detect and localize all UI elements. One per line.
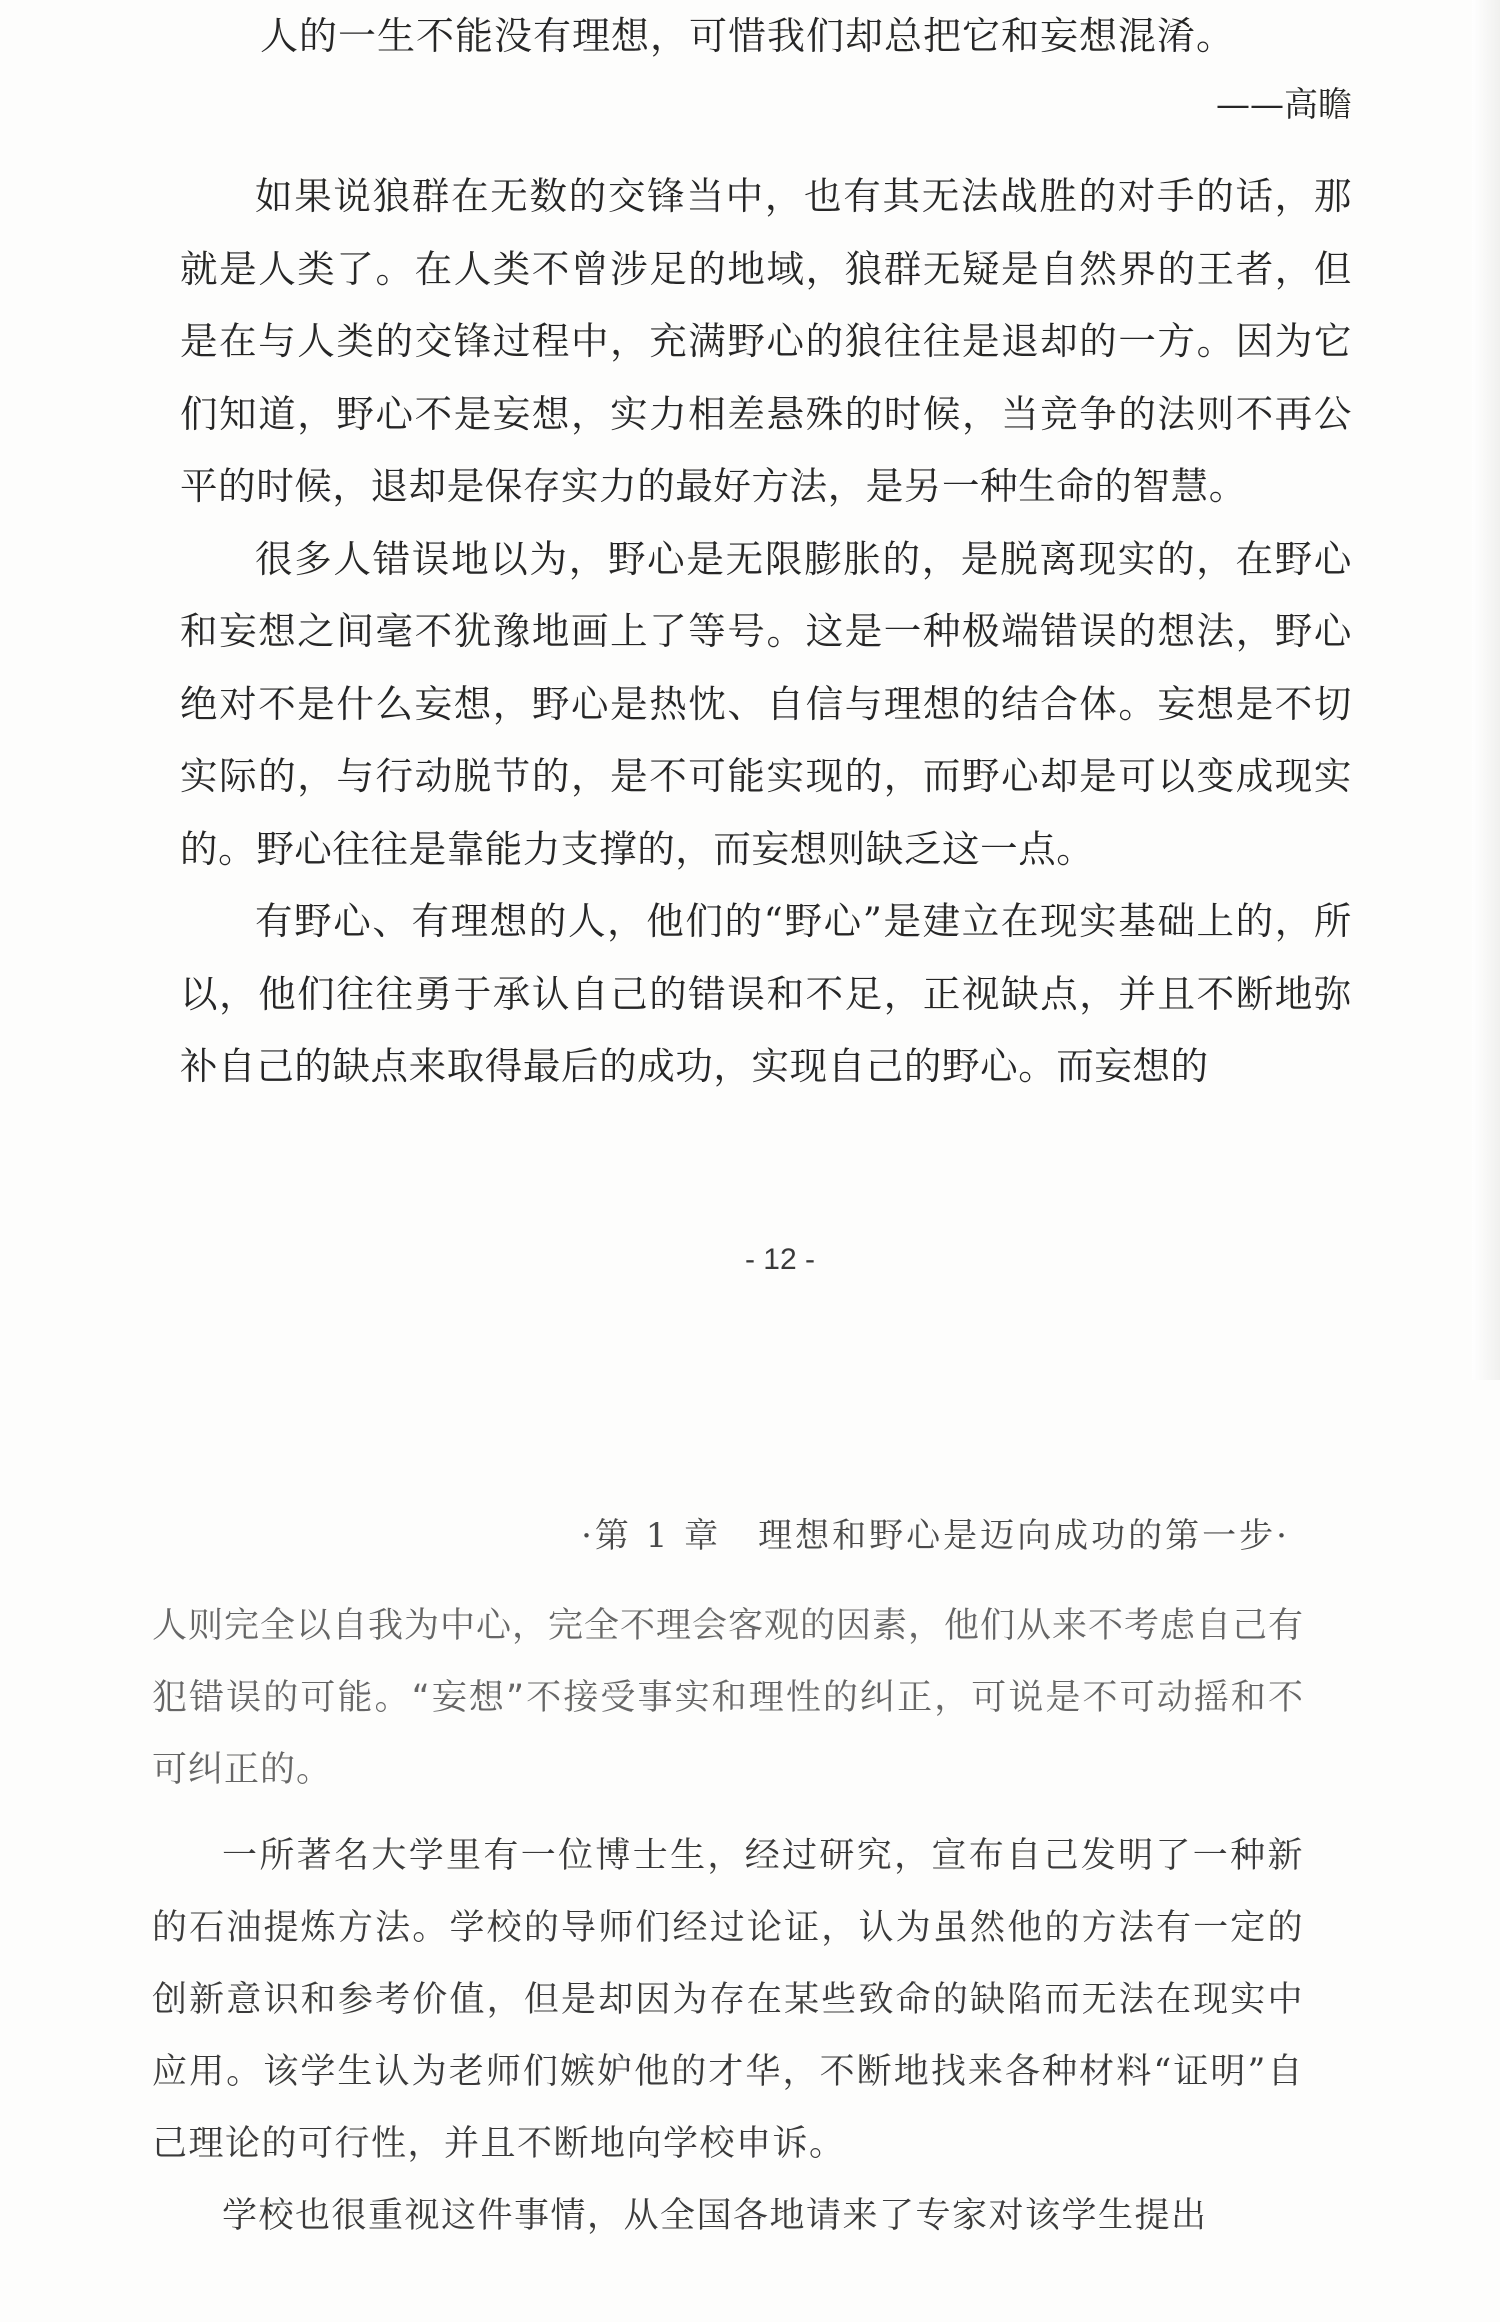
continuation-block: [152, 1590, 1304, 1806]
paragraph: 如果说狼群在无数的交锋当中，也有其无法战胜的对手的话，那就是人类了。在人类不曾涉足的地域，狼群无疑是自然界的王者，但是在与人类的交锋过程中，充满野心的狼往往是退却的一方。因为它们知道，野心不是妄想，实力相差悬殊的时候，当竞争的法则不再公平的时候，退却是保存实力的最好方法，是另一种生命的智慧。: [180, 174, 1352, 508]
page-body: [180, 160, 1352, 1103]
book-page-13: [0, 1300, 1500, 2322]
story-paragraph: 学校也很重视这件事情，从全国各地请来了专家对该学生提出: [222, 2196, 1208, 2236]
story-paragraph: 一所著名大学里有一位博士生，经过研究，宣布自己发明了一种新的石油提炼方法。学校的导师们经过论证，认为虽然他的方法有一定的创新意识和参考价值，但是却因为存在某些致命的缺陷而无法在现实中应用。该学生认为老师们嫉妒他的才华，不断地找来各种材料“证明”自己理论的可行性，并且不断地向学校申诉。: [152, 1836, 1304, 2164]
paragraph: 很多人错误地以为，野心是无限膨胀的，是脱离现实的，在野心和妄想之间毫不犹豫地画上了等号。这是一种极端错误的想法，野心绝对不是什么妄想，野心是热忱、自信与理想的结合体。妄想是不切实际的，与行动脱节的，是不可能实现的，而野心却是可以变成现实的。野心往往是靠能力支撑的，而妄想则缺乏这一点。: [180, 536, 1352, 871]
epigraph-quote: 人的一生不能没有理想，可惜我们却总把它和妄想混淆。: [260, 14, 1236, 58]
story-block: [152, 1820, 1304, 2252]
page-number: - 12 -: [744, 1243, 816, 1276]
epigraph-author: ——高瞻: [1216, 85, 1352, 125]
continuation-paragraph: 人则完全以自我为中心，完全不理会客观的因素，他们从来不考虑自己有犯错误的可能。“妄想”不接受事实和理性的纠正，可说是不可动摇和不可纠正的。: [152, 1606, 1305, 1790]
chapter-running-header: ·第 1 章 理想和野心是迈向成功的第一步·: [581, 1516, 1290, 1556]
paragraph: 有野心、有理想的人，他们的“野心”是建立在现实基础上的，所以，他们往往勇于承认自己的错误和不足，正视缺点，并且不断地弥补自己的缺点来取得最后的成功，实现自己的野心。而妄想的: [180, 899, 1352, 1088]
